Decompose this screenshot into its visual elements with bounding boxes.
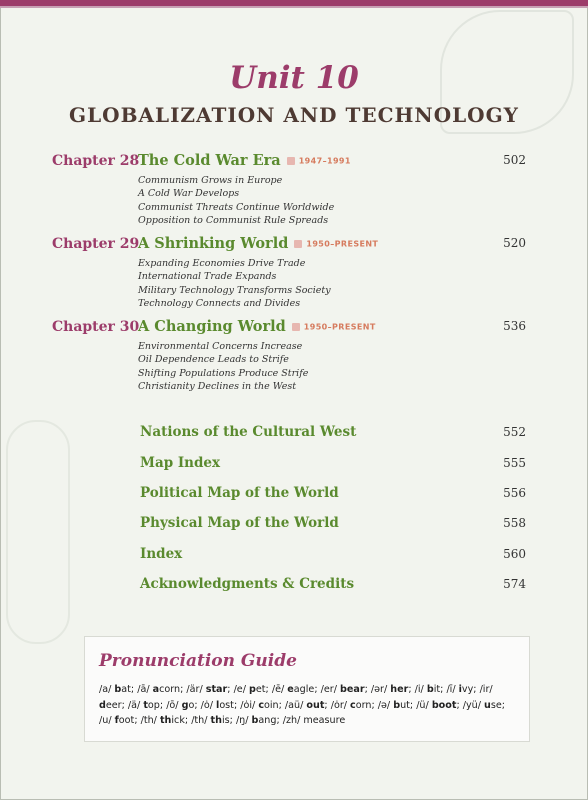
pronunciation-key-letters: her: [390, 684, 409, 695]
back-matter-nations[interactable]: [140, 424, 526, 444]
pronunciation-entry: /ȯi/ coin: [240, 699, 279, 711]
chapter-title-link[interactable]: [138, 318, 376, 335]
chapter-sections: [138, 257, 331, 310]
pronunciation-entry: [416, 700, 456, 711]
pronunciation-entry: /a/ bat: [99, 684, 131, 695]
pronunciation-guide-box: [84, 636, 530, 742]
pronunciation-key-letters: star: [205, 684, 228, 695]
pronunciation-symbol: /ŋ/: [235, 715, 252, 727]
pronunciation-symbol: /ī/: [446, 684, 459, 695]
pronunciation-entry: [285, 700, 325, 711]
pronunciation-symbol: /ā/: [137, 684, 153, 695]
pronunciation-key-letters: b: [393, 699, 401, 711]
section-item: A Cold War Develops: [138, 188, 240, 200]
pronunciation-symbol: /ir/: [479, 684, 493, 695]
pronunciation-symbol: /ä/: [127, 699, 144, 711]
pronunciation-key-letters: a: [152, 684, 160, 695]
pronunciation-symbol: /er/: [320, 684, 340, 695]
pronunciation-entry: /th/ thick: [140, 715, 185, 727]
section-item: International Trade Expands: [138, 271, 277, 283]
pronunciation-key-letters: out: [306, 699, 325, 711]
back-matter-page: 555: [503, 456, 526, 470]
back-matter-page: 552: [503, 425, 526, 439]
back-matter-page: 560: [503, 547, 526, 561]
pronunciation-entry: /ä/ top: [127, 699, 160, 711]
chapter-label: Chapter 30: [52, 319, 140, 335]
pronunciation-symbol: /ȯr/: [330, 699, 351, 711]
pronunciation-symbol: /ər/: [370, 684, 391, 695]
pronunciation-entry: /ŋ/ bang: [235, 715, 277, 727]
chapter-title-link[interactable]: [138, 152, 351, 169]
back-matter-title: Map Index: [140, 455, 221, 471]
background-watermark-left: [6, 420, 70, 644]
pronunciation-entry: /ī/ ivy: [446, 684, 474, 695]
pronunciation-entry: [371, 684, 408, 695]
timeline-icon: [287, 157, 295, 165]
pronunciation-entry: /u/ foot: [99, 715, 135, 727]
back-matter-title: Nations of the Cultural West: [140, 424, 357, 440]
pronunciation-entry: /ȯ/ lost: [200, 699, 234, 711]
pronunciation-symbol: /u/: [99, 715, 115, 727]
chapter-title-text: A Shrinking World: [138, 235, 289, 252]
pronunciation-entry: /yü/ use: [462, 699, 502, 711]
pronunciation-symbol: /ü/: [416, 699, 432, 711]
pronunciation-entry: [186, 684, 227, 695]
back-matter-acknowledgments[interactable]: [140, 576, 526, 596]
pronunciation-entry: /i/ bit: [414, 684, 441, 695]
chapter-dates: 1950–PRESENT: [306, 239, 379, 249]
section-item: Communism Grows in Europe: [138, 175, 283, 186]
pronunciation-symbol: /är/: [186, 684, 206, 695]
pronunciation-key-letters: b: [426, 684, 434, 695]
pronunciation-symbol: /th/: [140, 715, 160, 727]
pronunciation-key-letters: g: [181, 699, 189, 711]
chapter-sections: [138, 174, 334, 227]
back-matter-title: Physical Map of the World: [140, 515, 339, 531]
section-item: Environmental Concerns Increase: [138, 341, 303, 352]
chapter-label: Chapter 28: [52, 153, 140, 169]
pronunciation-entry: /ā/ acorn: [137, 684, 181, 695]
back-matter-title: Political Map of the World: [140, 485, 339, 501]
pronunciation-key-letters: d: [99, 699, 106, 711]
section-item: Military Technology Transforms Society: [138, 284, 331, 296]
unit-subtitle: GLOBALIZATION AND TECHNOLOGY: [69, 103, 519, 127]
pronunciation-key-letters: u: [484, 699, 491, 711]
back-matter-page: 574: [503, 577, 526, 591]
pronunciation-entry: /e/ pet: [233, 684, 266, 695]
pronunciation-symbol: /a/: [99, 684, 115, 695]
pronunciation-symbol: /ə/: [377, 699, 394, 711]
pronunciation-key-letters: b: [114, 684, 122, 695]
chapter-label: Chapter 29: [52, 236, 140, 252]
pronunciation-key-letters: th: [210, 715, 222, 727]
pronunciation-guide-title: Pronunciation Guide: [99, 651, 297, 671]
section-item: Communist Threats Continue Worldwide: [138, 201, 335, 213]
pronunciation-entry: /ə/ but: [377, 699, 410, 711]
pronunciation-entry: /ir/ deer: [99, 684, 493, 711]
chapter-title-link[interactable]: [138, 235, 378, 252]
pronunciation-entry: /ē/ eagle: [271, 684, 315, 695]
pronunciation-key-letters: boot: [431, 699, 457, 711]
timeline-icon: [292, 323, 300, 331]
pronunciation-key-letters: b: [251, 715, 259, 727]
pronunciation-symbol: /e/: [233, 684, 249, 695]
pronunciation-key-letters: f: [114, 715, 119, 727]
pronunciation-key-letters: i: [458, 684, 462, 695]
pronunciation-key-letters: bear: [340, 684, 365, 695]
pronunciation-symbol: /i/: [414, 684, 427, 695]
section-item: Opposition to Communist Rule Spreads: [138, 214, 329, 226]
pronunciation-key-letters: t: [143, 699, 148, 711]
chapter-title-text: A Changing World: [138, 318, 286, 335]
back-matter-political-map[interactable]: [140, 485, 526, 505]
section-item: Oil Dependence Leads to Strife: [138, 354, 289, 366]
pronunciation-key-letters: e: [287, 684, 294, 695]
pronunciation-entry: /ȯr/ corn: [330, 699, 372, 711]
chapter-page-number: 536: [503, 319, 526, 333]
section-item: Shifting Populations Produce Strife: [138, 367, 309, 379]
pronunciation-entry: /th/ this: [191, 715, 230, 727]
pronunciation-key-letters: l: [216, 699, 220, 711]
chapter-page-number: 502: [503, 153, 526, 167]
chapter-page-number: 520: [503, 236, 526, 250]
section-item: Technology Connects and Divides: [138, 297, 301, 309]
pronunciation-key-letters: p: [249, 684, 256, 695]
section-item: Expanding Economies Drive Trade: [138, 258, 306, 269]
pronunciation-symbol: /aü/: [284, 699, 307, 711]
chapter-title-text: The Cold War Era: [138, 152, 281, 169]
unit-title: Unit 10: [229, 60, 359, 96]
pronunciation-guide-text: /a/ bat; /ā/ acorn; /är/ star; /e/ pet; /ē/ eagle; /er/ bear; /ər/ her; /i/ bit; /ī/ ivy; /ir/ deer; /ä/ top; /ō/ go; /ȯ/ lost; /ȯi/ coin; /aü/ out; /ȯr/ corn; /ə/ but; /ü/ boot; /yü/ use; /u/ foot; /th/ thick; /th/ this; /ŋ/ bang; /zh/ measure: [99, 684, 506, 727]
chapter-dates: 1950–PRESENT: [303, 322, 376, 332]
back-matter-map-index[interactable]: [140, 455, 526, 475]
pronunciation-symbol: /ȯi/: [240, 699, 259, 711]
pronunciation-entry: [321, 684, 365, 695]
back-matter-page: 558: [503, 516, 526, 530]
back-matter-title: Acknowledgments & Credits: [140, 576, 355, 592]
pronunciation-entry: /ō/ go: [166, 699, 195, 711]
back-matter-page: 556: [503, 486, 526, 500]
pronunciation-symbol: /yü/: [462, 699, 485, 711]
pronunciation-symbol: /ȯ/: [200, 699, 217, 711]
back-matter-index[interactable]: [140, 546, 526, 566]
pronunciation-key-letters: c: [258, 699, 264, 711]
pronunciation-key-letters: c: [350, 699, 356, 711]
back-matter-title: Index: [140, 546, 183, 562]
timeline-icon: [294, 240, 302, 248]
back-matter-physical-map[interactable]: [140, 515, 526, 535]
pronunciation-symbol: /ō/: [166, 699, 182, 711]
top-border-accent: [0, 6, 588, 8]
pronunciation-symbol: /ē/: [271, 684, 288, 695]
chapter-sections: [138, 340, 308, 393]
pronunciation-key-letters: th: [159, 715, 172, 727]
pronunciation-symbol: /th/: [191, 715, 211, 727]
section-item: Christianity Declines in the West: [138, 380, 297, 392]
chapter-dates: 1947–1991: [298, 156, 351, 166]
pronunciation-symbol: /zh/: [282, 715, 304, 727]
pronunciation-entry: /zh/ measure: [282, 715, 346, 727]
